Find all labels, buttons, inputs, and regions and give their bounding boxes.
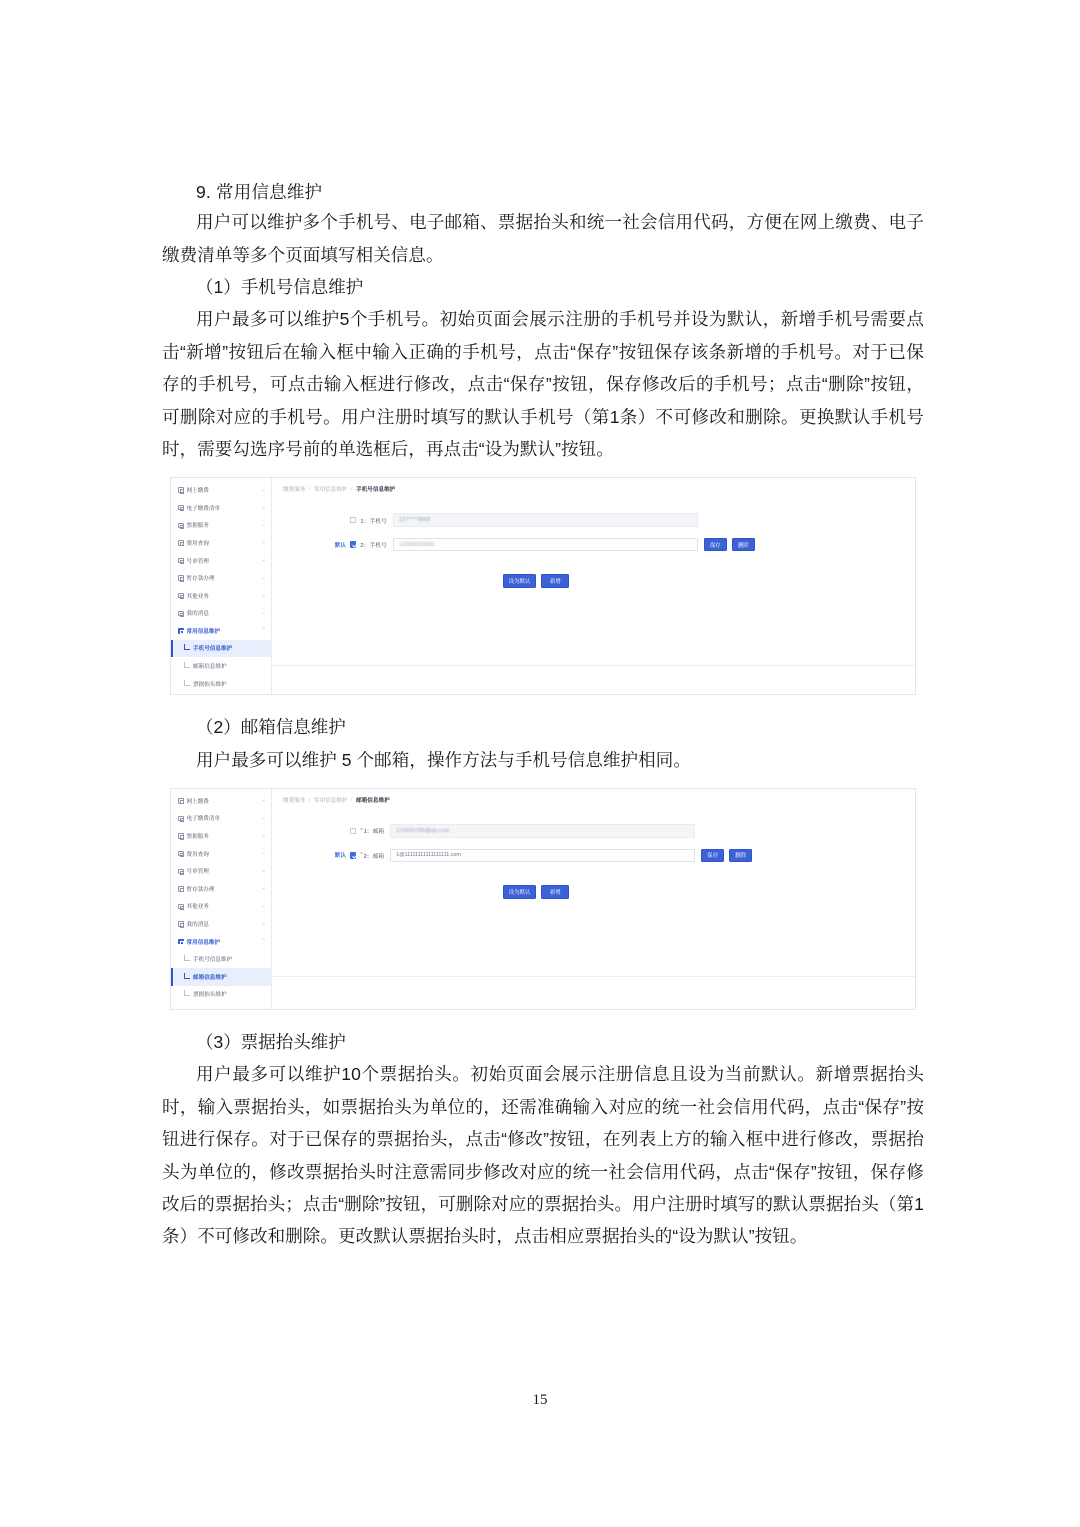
section-divider: [272, 665, 915, 666]
sidebar-item-my-messages[interactable]: [171, 915, 271, 933]
sidebar-item-electronic-bill-list[interactable]: [171, 810, 271, 828]
row-button-group: [701, 849, 757, 863]
chevron-down-icon: ⌄: [261, 504, 266, 511]
list-icon: [178, 816, 184, 822]
phone-input[interactable]: [393, 538, 698, 552]
breadcrumb-root[interactable]: 缴费服务: [283, 486, 306, 493]
bell-icon: [178, 611, 184, 617]
sidebar-item-label: 暂存款办理: [186, 886, 215, 893]
sidebar-item-online-payment[interactable]: [171, 481, 271, 499]
sidebar-subitem-label: 手机号信息维护: [193, 646, 233, 653]
set-default-button[interactable]: 设为默认: [503, 885, 537, 899]
chevron-down-icon: ⌄: [261, 592, 266, 599]
app-main-area: [272, 478, 915, 694]
tree-branch-icon: [184, 990, 190, 996]
breadcrumb-separator: /: [308, 796, 311, 803]
sidebar-item-order-management[interactable]: [171, 552, 271, 570]
chevron-up-icon: ⌃: [261, 627, 266, 634]
save-button[interactable]: 保存: [704, 538, 727, 552]
form-action-group: [272, 574, 915, 588]
sidebar-subitem-email-maintenance[interactable]: [171, 968, 271, 986]
table-row: [272, 824, 915, 838]
sidebar-item-label: 暂存款办理: [186, 576, 215, 583]
sidebar-item-fee-query[interactable]: [171, 845, 271, 863]
search-icon: [178, 851, 184, 857]
subsection-2-heading: （2）邮箱信息维护: [196, 717, 346, 738]
sidebar-item-order-management[interactable]: [171, 862, 271, 880]
tree-branch-icon: [184, 644, 190, 650]
subsection-2-paragraph: 用户最多可以维护 5 个邮箱，操作方法与手机号信息维护相同。: [196, 749, 691, 770]
doc-icon: [178, 869, 184, 875]
chevron-down-icon: ⌄: [261, 797, 266, 804]
email-value: 1@11111111111111111.com: [396, 852, 461, 859]
add-new-button[interactable]: 新增: [541, 885, 569, 899]
chevron-down-icon: ⌄: [261, 521, 266, 528]
bell-icon: [178, 921, 184, 927]
sidebar-item-label: 常用信息维护: [186, 939, 221, 946]
row-radio-checkbox[interactable]: [350, 828, 356, 834]
grid-icon: [178, 593, 184, 599]
intro-paragraph: 用户可以维护多个手机号、电子邮箱、票据抬头和统一社会信用代码，方便在网上缴费、电子缴费清单等多个页面填写相关信息。: [162, 212, 924, 265]
phone-value: 137****8888: [398, 517, 431, 524]
phone-input-readonly: [393, 513, 698, 527]
chevron-down-icon: ⌄: [261, 557, 266, 564]
sidebar-item-label: 费用查询: [186, 540, 209, 547]
add-new-button[interactable]: 新增: [541, 574, 569, 588]
sidebar-subitem-label: 票据抬头维护: [193, 992, 227, 999]
sidebar-subitem-phone-maintenance[interactable]: [171, 950, 271, 968]
row-button-group: [704, 538, 760, 552]
screenshot-phone-maintenance: [170, 477, 916, 695]
sidebar-subitem-label: 邮箱信息维护: [193, 974, 227, 981]
list-icon: [178, 505, 184, 511]
save-button[interactable]: 保存: [701, 849, 724, 863]
chevron-down-icon: ⌄: [261, 867, 266, 874]
sidebar-item-deposit-handling[interactable]: [171, 569, 271, 587]
sidebar-item-fee-query[interactable]: [171, 534, 271, 552]
sidebar-item-label: 我的消息: [186, 922, 209, 929]
sidebar-item-electronic-bill-list[interactable]: [171, 499, 271, 517]
breadcrumb-mid[interactable]: 常用信息维护: [313, 797, 348, 804]
subsection-3-paragraph: 用户最多可以维护10个票据抬头。初始页面会展示注册信息且设为当前默认。新增票据抬头时，输入票据抬头，如票据抬头为单位的，还需准确输入对应的统一社会信用代码，点击“保存”按钮进行保存。对于已保存的票据抬头，点击“修改”按钮，在列表上方的输入框中进行修改，票据抬头为单位的，修改票据抬头时注意需同步修改对应的统一社会信用代码，点击“保存”按钮，保存修改后的票据抬头；点击“删除”按钮，可删除对应的票据抬头。用户注册时填写的默认票据抬头（第1条）不可修改和删除。更改默认票据抬头时，点击相应票据抬头的“设为默认”按钮。: [162, 1064, 924, 1247]
sidebar-subitem-label: 手机号信息维护: [193, 957, 233, 964]
sidebar-item-my-messages[interactable]: [171, 605, 271, 623]
table-row: [272, 513, 915, 527]
sidebar-item-receipt-service[interactable]: [171, 827, 271, 845]
breadcrumb: [272, 478, 915, 499]
subsection-1-heading: （1）手机号信息维护: [196, 277, 364, 298]
wallet-icon: [178, 886, 184, 892]
sidebar-item-common-info-maintenance[interactable]: [171, 622, 271, 640]
tree-branch-icon: [184, 955, 190, 961]
sidebar-item-label: 号单管理: [186, 869, 209, 876]
tree-branch-icon: [184, 662, 190, 668]
chevron-down-icon: ⌄: [261, 486, 266, 493]
sidebar-item-label: 电子缴费清单: [186, 505, 221, 512]
row-radio-checkbox[interactable]: [350, 517, 356, 523]
cloud-icon: [178, 487, 184, 493]
sidebar-subitem-invoice-title-maintenance[interactable]: [171, 675, 271, 693]
wallet-icon: [178, 575, 184, 581]
required-asterisk-icon: *: [360, 827, 363, 834]
row-label: 1：邮箱: [363, 829, 385, 836]
chevron-down-icon: ⌄: [261, 850, 266, 857]
tree-branch-icon: [184, 680, 190, 686]
settings-icon: [178, 939, 184, 945]
receipt-icon: [178, 833, 184, 839]
default-badge: 默认: [334, 542, 346, 549]
email-value: 123456789@qq.com: [396, 827, 450, 834]
set-default-button[interactable]: 设为默认: [503, 574, 537, 588]
search-icon: [178, 540, 184, 546]
tree-branch-icon: [184, 973, 190, 979]
grid-icon: [178, 904, 184, 910]
sidebar-item-label: 票据服务: [186, 523, 209, 530]
breadcrumb-current: 邮箱信息维护: [356, 797, 390, 804]
subsection-1-paragraph: 用户最多可以维护5个手机号。初始页面会展示注册的手机号并设为默认，新增手机号需要点击“新增”按钮后在输入框中输入正确的手机号，点击“保存”按钮保存该条新增的手机号。对于已保存的手机号，可点击输入框进行修改，点击“保存”按钮，保存修改后的手机号；点击“删除”按钮，可删除对应的手机号。用户注册时填写的默认手机号（第1条）不可修改和删除。更换默认手机号时，需要勾选序号前的单选框后，再点击“设为默认”按钮。: [162, 309, 924, 459]
sidebar-item-label: 常用信息维护: [186, 628, 221, 635]
form-action-group: [272, 885, 915, 899]
table-row: [272, 849, 915, 863]
sidebar-item-label: 我的消息: [186, 611, 209, 618]
section-divider: [272, 976, 915, 977]
section-heading: 9. 常用信息维护: [196, 182, 323, 202]
sidebar-subitem-label: 邮箱信息维护: [193, 664, 227, 671]
sidebar-subitem-invoice-title-maintenance[interactable]: [171, 986, 271, 1004]
sidebar-item-label: 费用查询: [186, 851, 209, 858]
sidebar-item-label: 网上缴费: [186, 488, 209, 495]
sidebar-item-label: 号单管理: [186, 558, 209, 565]
sidebar-item-deposit-handling[interactable]: [171, 880, 271, 898]
email-input-readonly: [390, 824, 695, 838]
sidebar-item-other-business[interactable]: [171, 587, 271, 605]
sidebar-item-label: 电子缴费清单: [186, 816, 221, 823]
phone-value: 13300000000: [398, 541, 434, 548]
email-input[interactable]: [390, 849, 695, 863]
screenshot-email-maintenance: [170, 788, 916, 1010]
sidebar-item-online-payment[interactable]: [171, 792, 271, 810]
sidebar-item-common-info-maintenance[interactable]: [171, 933, 271, 951]
delete-button[interactable]: 删除: [732, 538, 755, 552]
sidebar-item-receipt-service[interactable]: [171, 517, 271, 535]
settings-icon: [178, 628, 184, 634]
chevron-down-icon: ⌄: [261, 885, 266, 892]
chevron-down-icon: ⌄: [261, 574, 266, 581]
doc-icon: [178, 558, 184, 564]
page-number: 15: [532, 1392, 548, 1408]
receipt-icon: [178, 523, 184, 529]
app-sidebar: [171, 789, 272, 1009]
breadcrumb-current: 手机号信息维护: [356, 486, 396, 493]
sidebar-item-label: 其他业务: [186, 904, 209, 911]
sidebar-subitem-label: 票据抬头维护: [193, 681, 227, 688]
sidebar-item-label: 票据服务: [186, 834, 209, 841]
row-radio-checkbox[interactable]: [350, 541, 356, 547]
document-content: [162, 178, 924, 1253]
form-body: [272, 810, 915, 1009]
chevron-down-icon: ⌄: [261, 832, 266, 839]
sidebar-subitem-email-maintenance[interactable]: [171, 657, 271, 675]
table-row: [272, 538, 915, 552]
row-radio-checkbox[interactable]: [350, 852, 356, 858]
required-asterisk-icon: *: [360, 852, 363, 859]
chevron-down-icon: ⌄: [261, 814, 266, 821]
breadcrumb-separator: /: [351, 796, 353, 803]
breadcrumb-mid[interactable]: 常用信息维护: [313, 486, 348, 493]
breadcrumb-separator: /: [308, 485, 311, 492]
row-label: 1：手机号: [360, 518, 387, 525]
app-main-area: [272, 789, 915, 1009]
chevron-up-icon: ⌃: [261, 938, 266, 945]
chevron-down-icon: ⌄: [261, 609, 266, 616]
chevron-down-icon: ⌄: [261, 539, 266, 546]
breadcrumb-root[interactable]: 缴费服务: [283, 797, 306, 804]
sidebar-item-label: 网上缴费: [186, 798, 209, 805]
chevron-down-icon: ⌄: [261, 920, 266, 927]
subsection-3-heading: （3）票据抬头维护: [196, 1032, 346, 1053]
row-label: 2：邮箱: [363, 853, 385, 860]
sidebar-item-label: 其他业务: [186, 593, 209, 600]
row-label: 2：手机号: [360, 543, 387, 550]
chevron-down-icon: ⌄: [261, 902, 266, 909]
sidebar-item-other-business[interactable]: [171, 898, 271, 916]
breadcrumb: [272, 789, 915, 810]
delete-button[interactable]: 删除: [729, 849, 752, 863]
breadcrumb-separator: /: [351, 485, 353, 492]
app-sidebar: [171, 478, 272, 694]
cloud-icon: [178, 798, 184, 804]
form-body: [272, 499, 915, 694]
default-badge: 默认: [334, 853, 346, 860]
sidebar-subitem-phone-maintenance[interactable]: [171, 640, 271, 658]
